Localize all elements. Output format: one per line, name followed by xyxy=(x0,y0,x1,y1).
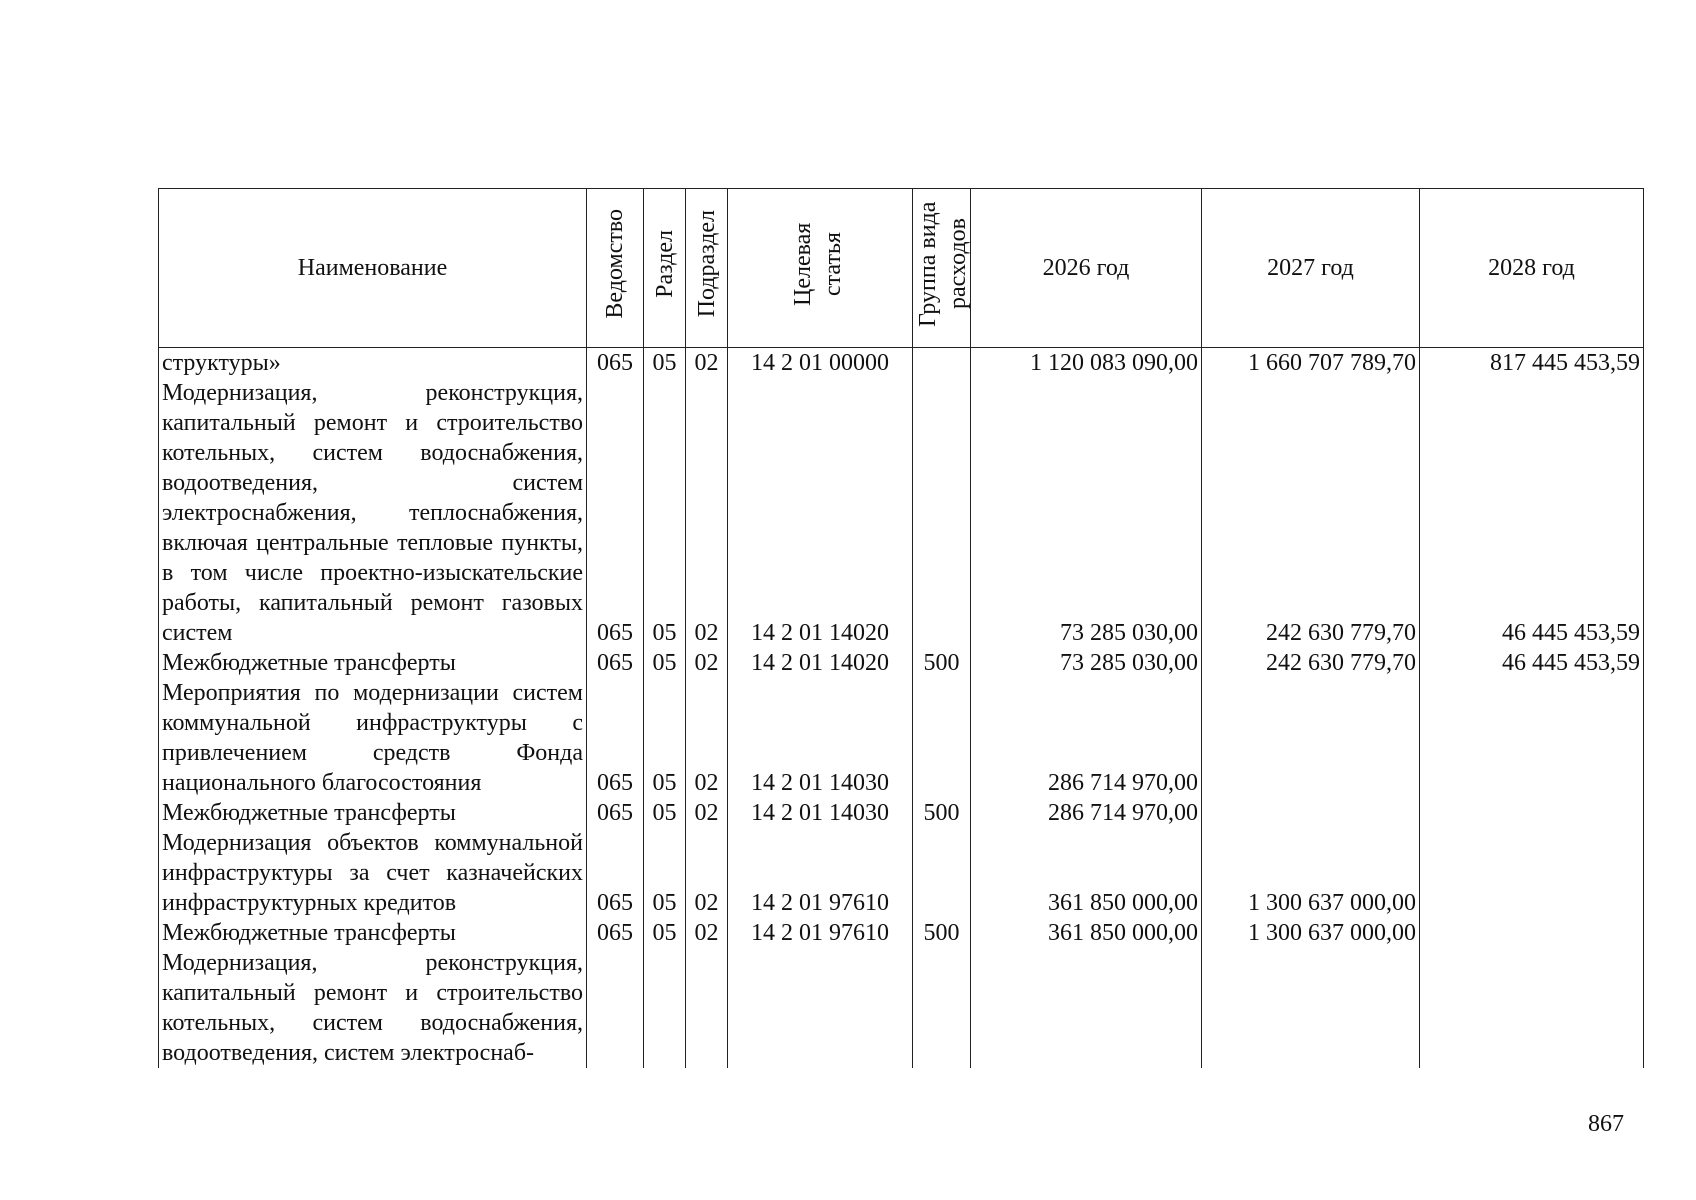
table-row xyxy=(159,828,1644,918)
row-amount-2027: 1 300 637 000,00 xyxy=(1202,918,1420,948)
row-vedomstvo xyxy=(587,948,644,1068)
row-celevaya-statya: 14 2 01 14020 xyxy=(728,648,913,678)
row-amount-2028: 46 445 453,59 xyxy=(1420,648,1644,678)
table-row xyxy=(159,798,1644,828)
row-amount-2028 xyxy=(1420,918,1644,948)
row-gruppa xyxy=(913,348,971,379)
row-vedomstvo: 065 xyxy=(587,678,644,798)
row-vedomstvo: 065 xyxy=(587,348,644,379)
row-podrazdel: 02 xyxy=(686,648,728,678)
row-razdel: 05 xyxy=(644,828,686,918)
row-name: Мероприятия по модернизации систем коммунальной инфраструктуры с привлечением средств Фонда национального благосостояния xyxy=(159,678,587,798)
row-amount-2028 xyxy=(1420,948,1644,1068)
row-podrazdel xyxy=(686,948,728,1068)
row-celevaya-statya: 14 2 01 14020 xyxy=(728,378,913,648)
table-row xyxy=(159,678,1644,798)
header-razdel: Раздел xyxy=(644,189,686,348)
row-podrazdel: 02 xyxy=(686,348,728,379)
table-row xyxy=(159,348,1644,379)
row-name: Межбюджетные трансферты xyxy=(159,918,587,948)
row-celevaya-statya: 14 2 01 97610 xyxy=(728,918,913,948)
table-row xyxy=(159,948,1644,1068)
row-gruppa xyxy=(913,678,971,798)
row-amount-2027: 242 630 779,70 xyxy=(1202,378,1420,648)
row-gruppa: 500 xyxy=(913,918,971,948)
row-amount-2027: 1 660 707 789,70 xyxy=(1202,348,1420,379)
row-celevaya-statya: 14 2 01 97610 xyxy=(728,828,913,918)
row-amount-2028: 46 445 453,59 xyxy=(1420,378,1644,648)
row-razdel: 05 xyxy=(644,918,686,948)
row-podrazdel: 02 xyxy=(686,828,728,918)
row-amount-2026: 361 850 000,00 xyxy=(971,828,1202,918)
header-name: Наименование xyxy=(159,189,587,348)
row-razdel: 05 xyxy=(644,378,686,648)
row-gruppa: 500 xyxy=(913,648,971,678)
row-gruppa xyxy=(913,948,971,1068)
row-podrazdel: 02 xyxy=(686,378,728,648)
row-name: Модернизация объектов коммунальной инфраструктуры за счет казначейских инфраструктурных кредитов xyxy=(159,828,587,918)
row-name: структуры» xyxy=(159,348,587,379)
row-gruppa xyxy=(913,378,971,648)
row-name: Модернизация, реконструкция, капитальный ремонт и строительство котельных, систем водоснабжения, водоотведения, систем электроснаб- xyxy=(159,948,587,1068)
row-razdel: 05 xyxy=(644,348,686,379)
row-razdel: 05 xyxy=(644,648,686,678)
row-vedomstvo: 065 xyxy=(587,918,644,948)
row-podrazdel: 02 xyxy=(686,798,728,828)
row-razdel: 05 xyxy=(644,798,686,828)
row-amount-2027: 242 630 779,70 xyxy=(1202,648,1420,678)
row-amount-2028 xyxy=(1420,828,1644,918)
table-header xyxy=(159,189,1644,348)
row-amount-2028 xyxy=(1420,678,1644,798)
row-name: Межбюджетные трансферты xyxy=(159,798,587,828)
row-amount-2026 xyxy=(971,948,1202,1068)
row-amount-2028 xyxy=(1420,798,1644,828)
row-name: Межбюджетные трансферты xyxy=(159,648,587,678)
row-celevaya-statya xyxy=(728,948,913,1068)
row-gruppa xyxy=(913,828,971,918)
row-amount-2027 xyxy=(1202,678,1420,798)
row-podrazdel: 02 xyxy=(686,918,728,948)
row-amount-2027 xyxy=(1202,798,1420,828)
header-vedomstvo: Ведомство xyxy=(587,189,644,348)
row-amount-2026: 1 120 083 090,00 xyxy=(971,348,1202,379)
row-celevaya-statya: 14 2 01 00000 xyxy=(728,348,913,379)
header-2028: 2028 год xyxy=(1420,189,1644,348)
header-2026: 2026 год xyxy=(971,189,1202,348)
table-row xyxy=(159,378,1644,648)
row-razdel xyxy=(644,948,686,1068)
row-vedomstvo: 065 xyxy=(587,828,644,918)
row-celevaya-statya: 14 2 01 14030 xyxy=(728,798,913,828)
row-amount-2026: 73 285 030,00 xyxy=(971,648,1202,678)
header-podrazdel: Подраздел xyxy=(686,189,728,348)
row-amount-2027: 1 300 637 000,00 xyxy=(1202,828,1420,918)
row-vedomstvo: 065 xyxy=(587,378,644,648)
header-celevaya-statya: Целевая статья xyxy=(728,189,913,348)
row-vedomstvo: 065 xyxy=(587,648,644,678)
table-body xyxy=(159,348,1644,1069)
table-row xyxy=(159,648,1644,678)
header-gruppa-vida-rashodov: Группа вида расходов xyxy=(913,189,971,348)
row-podrazdel: 02 xyxy=(686,678,728,798)
row-amount-2027 xyxy=(1202,948,1420,1068)
row-vedomstvo: 065 xyxy=(587,798,644,828)
row-razdel: 05 xyxy=(644,678,686,798)
row-amount-2026: 73 285 030,00 xyxy=(971,378,1202,648)
budget-table xyxy=(158,188,1644,1068)
row-amount-2026: 286 714 970,00 xyxy=(971,798,1202,828)
row-amount-2026: 361 850 000,00 xyxy=(971,918,1202,948)
row-amount-2028: 817 445 453,59 xyxy=(1420,348,1644,379)
page-number: 867 xyxy=(1588,1111,1624,1137)
table-row xyxy=(159,918,1644,948)
row-amount-2026: 286 714 970,00 xyxy=(971,678,1202,798)
header-2027: 2027 год xyxy=(1202,189,1420,348)
row-name: Модернизация, реконструкция, капитальный ремонт и строительство котельных, систем водоснабжения, водоотведения, систем электроснабжения, теплоснабжения, включая центральные тепловые пункты, в том числе проектно-изыскательские работы, капитальный ремонт газовых систем xyxy=(159,378,587,648)
row-celevaya-statya: 14 2 01 14030 xyxy=(728,678,913,798)
row-gruppa: 500 xyxy=(913,798,971,828)
